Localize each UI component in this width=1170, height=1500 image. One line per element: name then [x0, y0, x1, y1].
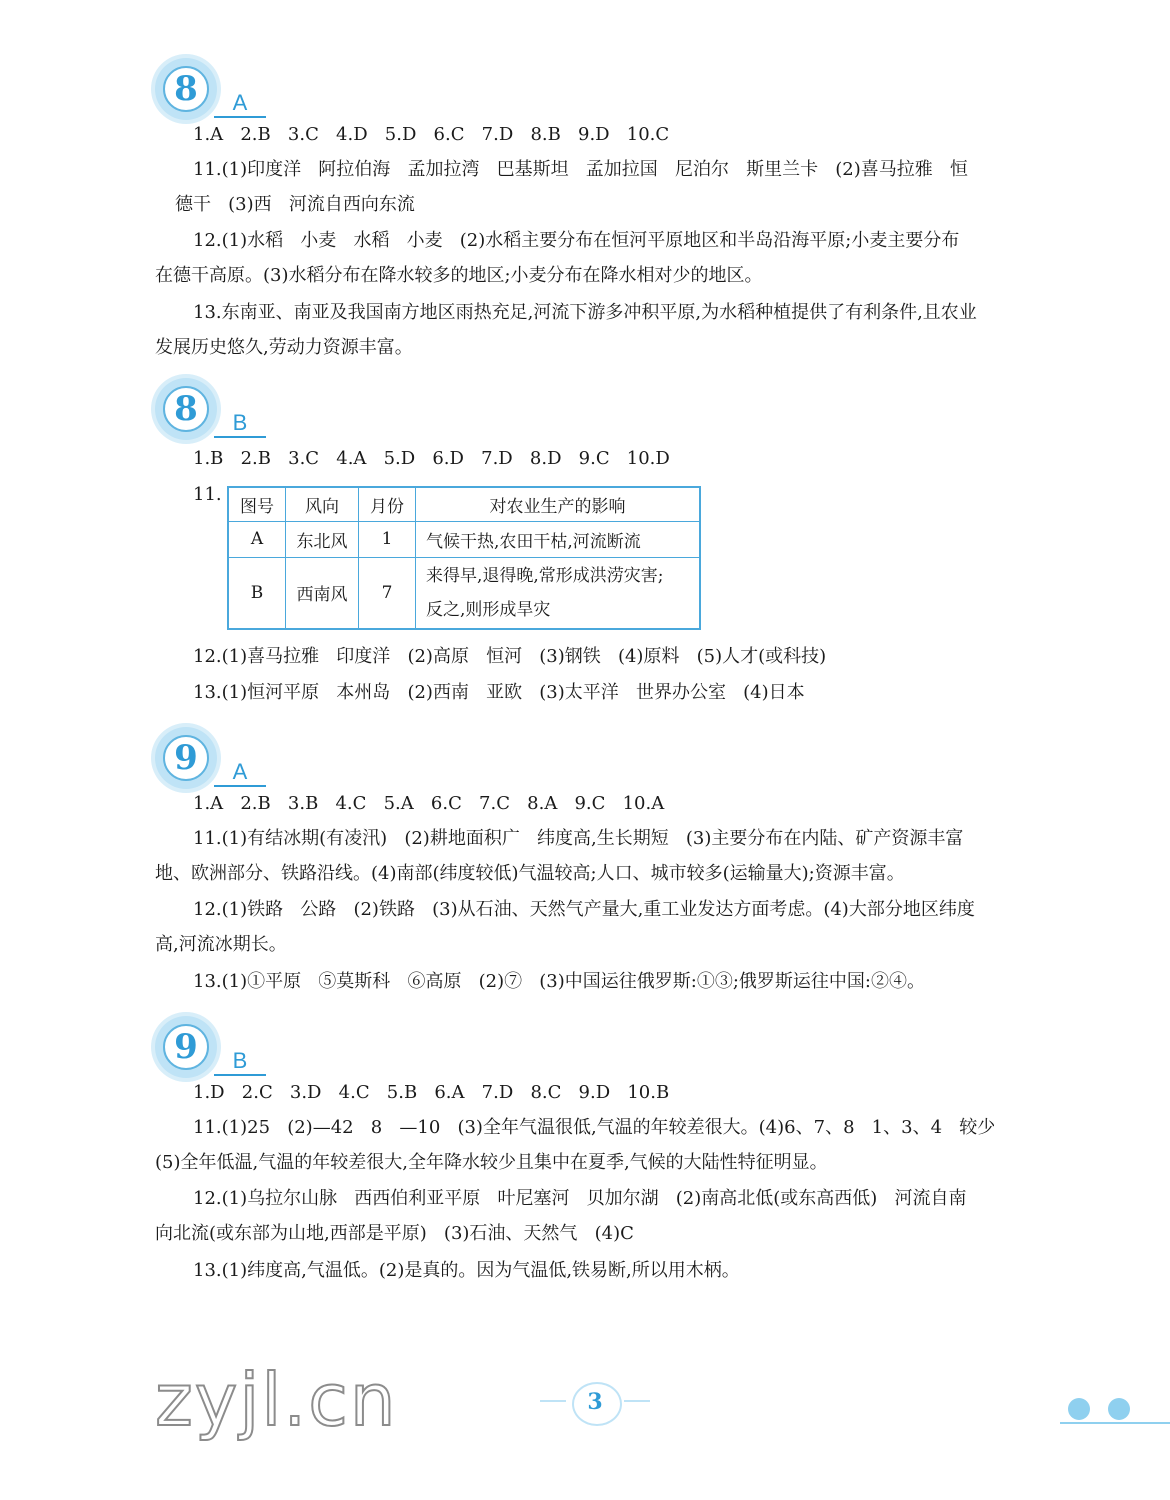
table-header-row — [228, 487, 700, 521]
section-8a — [0, 58, 1170, 358]
answer-line: 11.(1)印度洋 阿拉伯海 孟加拉湾 巴基斯坦 孟加拉国 尼泊尔 斯里兰卡 (2)喜马拉雅 恒 — [193, 159, 968, 180]
table-header: 月份 — [359, 487, 416, 521]
answer-line: (5)全年低温,气温的年较差很大,全年降水较少且集中在夏季,气候的大陆性特征明显。 — [155, 1152, 828, 1173]
decor-dot — [1068, 1398, 1090, 1420]
decor-dot — [1108, 1398, 1130, 1420]
section-header — [0, 727, 1170, 797]
level-label: A — [214, 755, 266, 787]
table-cell — [416, 557, 701, 629]
answer-line: 1.A 2.B 3.B 4.C 5.A 6.C 7.C 8.A 9.C 10.A — [193, 793, 665, 814]
answer-line: 发展历史悠久,劳动力资源丰富。 — [155, 337, 413, 358]
table-cell: 西南风 — [286, 557, 359, 629]
table-header: 图号 — [228, 487, 286, 521]
table-header: 风向 — [286, 487, 359, 521]
answer-line: 向北流(或东部为山地,西部是平原) (3)石油、天然气 (4)C — [155, 1223, 634, 1244]
section-header — [0, 58, 1170, 128]
table-cell: 1 — [359, 521, 416, 557]
wind-table — [227, 486, 701, 630]
answer-line: 12.(1)喜马拉雅 印度洋 (2)高原 恒河 (3)钢铁 (4)原料 (5)人才(或科技) — [193, 646, 827, 667]
answer-line: 地、欧洲部分、铁路沿线。(4)南部(纬度较低)气温较高;人口、城市较多(运输量大);资源丰富。 — [155, 863, 905, 884]
section-9a — [0, 727, 1170, 992]
level-label: B — [214, 406, 266, 438]
answer-line: 在德干高原。(3)水稻分布在降水较多的地区;小麦分布在降水相对少的地区。 — [155, 265, 763, 286]
answer-line: 12.(1)水稻 小麦 水稻 小麦 (2)水稻主要分布在恒河平原地区和半岛沿海平原;小麦主要分布 — [193, 230, 960, 251]
table-header: 对农业生产的影响 — [416, 487, 701, 521]
lesson-number: 9 — [163, 1024, 209, 1070]
table-cell: 气候干热,农田干枯,河流断流 — [416, 521, 701, 557]
answer-line: 13.(1)①平原 ⑤莫斯科 ⑥高原 (2)⑦ (3)中国运往俄罗斯:①③;俄罗斯运往中国:②④。 — [193, 971, 925, 992]
answer-line: 高,河流冰期长。 — [155, 934, 287, 955]
section-8b — [0, 378, 1170, 703]
answer-line: 1.D 2.C 3.D 4.C 5.B 6.A 7.D 8.C 9.D 10.B — [193, 1082, 670, 1103]
table-cell: 7 — [359, 557, 416, 629]
lesson-badge — [155, 58, 217, 120]
answer-line: 德干 (3)西 河流自西向东流 — [175, 194, 415, 215]
answer-line: 13.(1)恒河平原 本州岛 (2)西南 亚欧 (3)太平洋 世界办公室 (4)日本 — [193, 682, 805, 703]
effect-line: 反之,则形成旱灾 — [426, 599, 551, 620]
table-cell: B — [228, 557, 286, 629]
answer-line: 1.B 2.B 3.C 4.A 5.D 6.D 7.D 8.D 9.C 10.D — [193, 448, 670, 469]
lesson-badge — [155, 727, 217, 789]
section-9b — [0, 1016, 1170, 1281]
lesson-number: 8 — [163, 66, 209, 112]
section-header — [0, 1016, 1170, 1086]
section-header — [0, 378, 1170, 448]
table-question-label: 11. — [193, 484, 222, 505]
table-cell: 东北风 — [286, 521, 359, 557]
answer-line: 12.(1)铁路 公路 (2)铁路 (3)从石油、天然气产量大,重工业发达方面考虑。(4)大部分地区纬度 — [193, 899, 975, 920]
lesson-number: 8 — [163, 386, 209, 432]
table-row — [228, 557, 700, 629]
answer-line: 11.(1)25 (2)—42 8 —10 (3)全年气温很低,气温的年较差很大。(4)6、7、8 1、3、4 较少 — [193, 1117, 996, 1138]
level-label: A — [214, 86, 266, 118]
lesson-badge — [155, 378, 217, 440]
answer-line: 12.(1)乌拉尔山脉 西西伯利亚平原 叶尼塞河 贝加尔湖 (2)南高北低(或东高西低) 河流自南 — [193, 1188, 967, 1209]
level-label: B — [214, 1044, 266, 1076]
watermark-logo: zyjl.cn — [155, 1358, 398, 1442]
answer-line: 11.(1)有结冰期(有凌汛) (2)耕地面积广 纬度高,生长期短 (3)主要分布在内陆、矿产资源丰富 — [193, 828, 964, 849]
table-row — [228, 521, 700, 557]
table-cell: A — [228, 521, 286, 557]
effect-line: 来得早,退得晚,常形成洪涝灾害; — [426, 565, 664, 586]
answer-line: 1.A 2.B 3.C 4.D 5.D 6.C 7.D 8.B 9.D 10.C — [193, 124, 670, 145]
footer-divider-right — [624, 1400, 650, 1402]
lesson-number: 9 — [163, 735, 209, 781]
answer-line: 13.(1)纬度高,气温低。(2)是真的。因为气温低,铁易断,所以用木柄。 — [193, 1260, 740, 1281]
page-number: 3 — [587, 1389, 603, 1415]
answer-line: 13.东南亚、南亚及我国南方地区雨热充足,河流下游多冲积平原,为水稻种植提供了有利条件,且农业 — [193, 302, 977, 323]
footer-divider-far-right — [1060, 1422, 1170, 1424]
lesson-badge — [155, 1016, 217, 1078]
